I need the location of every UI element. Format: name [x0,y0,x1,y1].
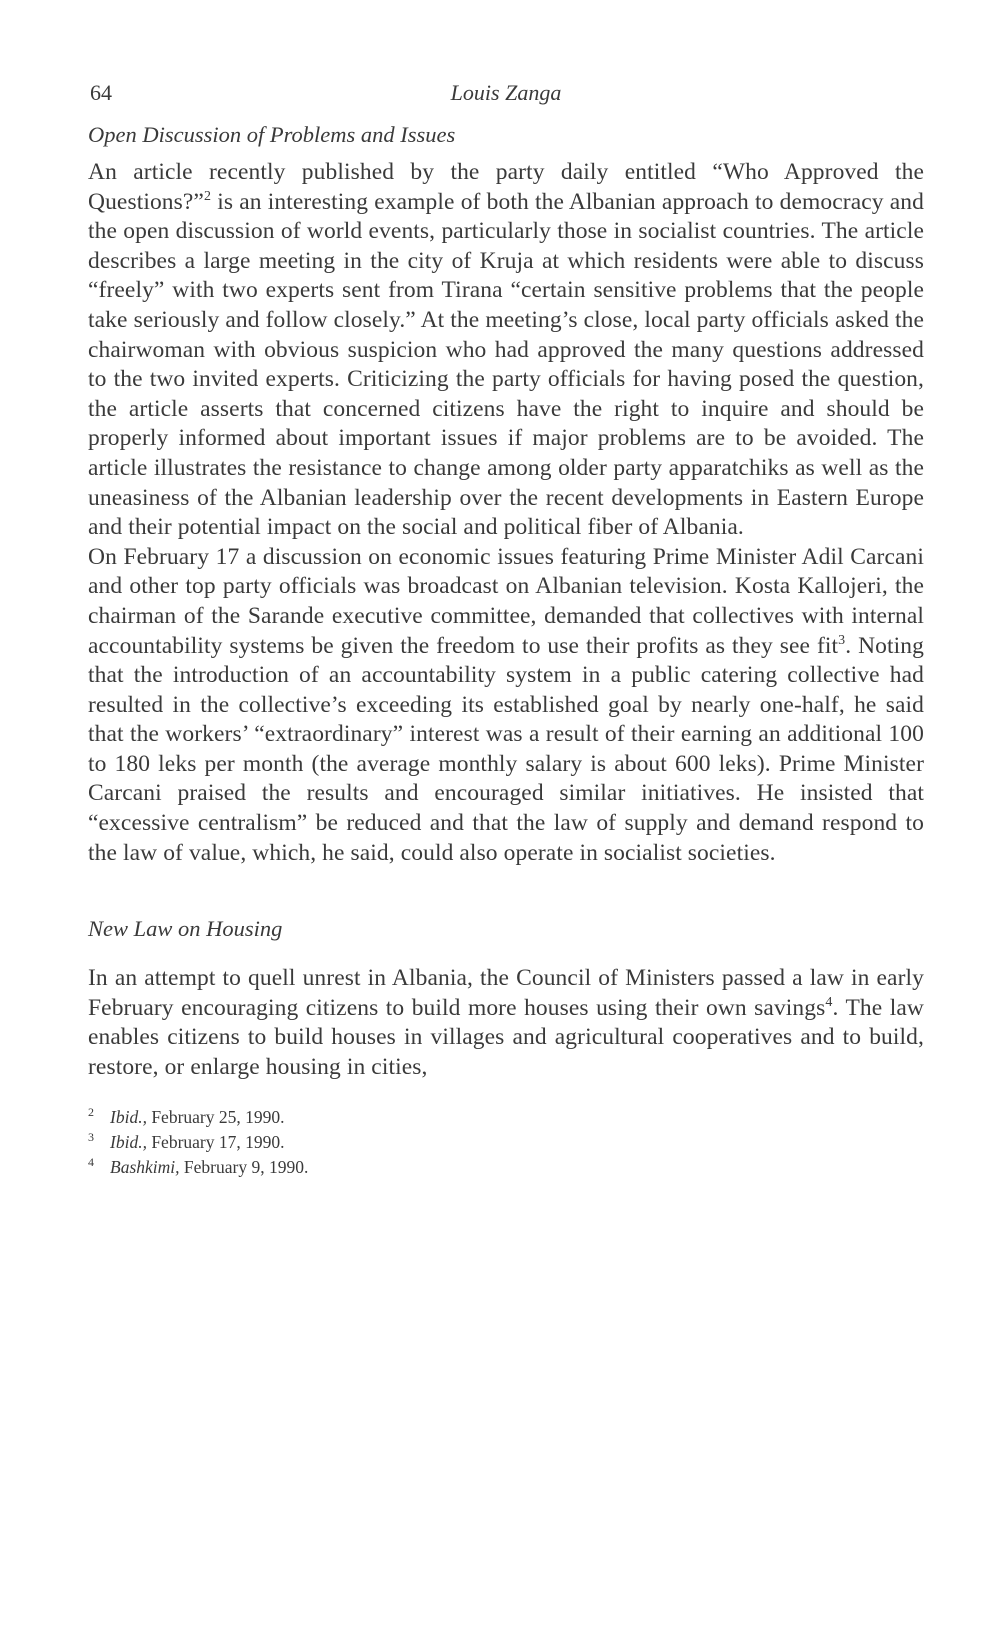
footnote-date: February 17, 1990. [146,1131,285,1152]
footnote-source: Ibid., [110,1131,147,1152]
footnotes [88,1105,924,1180]
paragraph-text: is an interesting example of both the Albanian approach to democracy and the open discussion of world events, particularly those in socialist countries. The article describes a large meeting in the city of Kruja at which residents were able to discuss “freely” with two experts sent from Tirana “certain sensitive problems that the people take seriously and follow closely.” At the meeting’s close, local party officials asked the chairwoman with obvious suspicion who had approved the many questions addressed to the two invited experts. Criticizing the party officials for having posed the question, the article asserts that concerned citizens have the right to inquire and should be properly informed about important issues if major problems are to be avoided. The article illustrates the resistance to change among older party apparatchiks as well as the uneasiness of the Albanian leadership over the recent developments in Eastern Europe and their potential impact on the social and political fiber of Albania. [88,188,924,541]
footnote-ref-4: 4 [825,995,833,1011]
section-title-open-discussion: Open Discussion of Problems and Issues [88,122,456,147]
section-title-housing-law: New Law on Housing [88,916,283,942]
footnote-date: February 9, 1990. [179,1156,309,1177]
footnote-date: February 25, 1990. [146,1106,285,1127]
footnote-4: 4 Bashkimi, February 9, 1990. [88,1154,309,1177]
page [88,80,924,1180]
running-head: Louis Zanga [450,80,562,105]
footnote-3: 3 Ibid., February 17, 1990. [88,1129,285,1152]
footnote-source: Bashkimi, [110,1156,180,1177]
paragraph-housing-law [88,964,924,1082]
paragraph-text: . Noting that the introduction of an accountability system in a public catering collective had resulted in the collective’s exceeding its established goal by nearly one-half, he said that the workers’ “extraordinary” interest was a result of their earning an additional 100 to 180 leks per month (the average monthly salary is about 600 leks). Prime Minister Carcani praised the results and encouraged similar initiatives. He insisted that “excessive centralism” be reduced and that the law of supply and demand respond to the law of value, which, he said, could also operate in socialist societies. [88,632,924,866]
paragraph-text: In an attempt to quell unrest in Albania, the Council of Ministers passed a law in early February encouraging citizens to build more houses using their own savings [88,965,924,1021]
footnote-source: Ibid., [110,1106,147,1127]
page-header [88,80,924,114]
paragraph-text: An article recently published by the party daily entitled “Who Approved the Questions?” [88,159,924,215]
paragraph-who-approved [88,158,924,543]
footnote-ref-3: 3 [838,632,846,648]
paragraph-text: On February 17 a discussion on economic issues featuring Prime Minister Adil Carcani and other top party officials was broadcast on Albanian television. Kosta Kallojeri, the chairman of the Sarande executive committee, demanded that collectives with internal accountability systems be given the freedom to use their profits as they see fit [88,543,924,659]
paragraph-economic-issues [88,543,924,869]
paragraph-text: . The law enables citizens to build houses in villages and agricultural cooperatives and to build, restore, or enlarge housing in cities, [88,994,924,1081]
footnote-2: 2 Ibid., February 25, 1990. [88,1104,285,1127]
page-number: 64 [90,80,112,105]
footnote-ref-2: 2 [203,188,212,204]
